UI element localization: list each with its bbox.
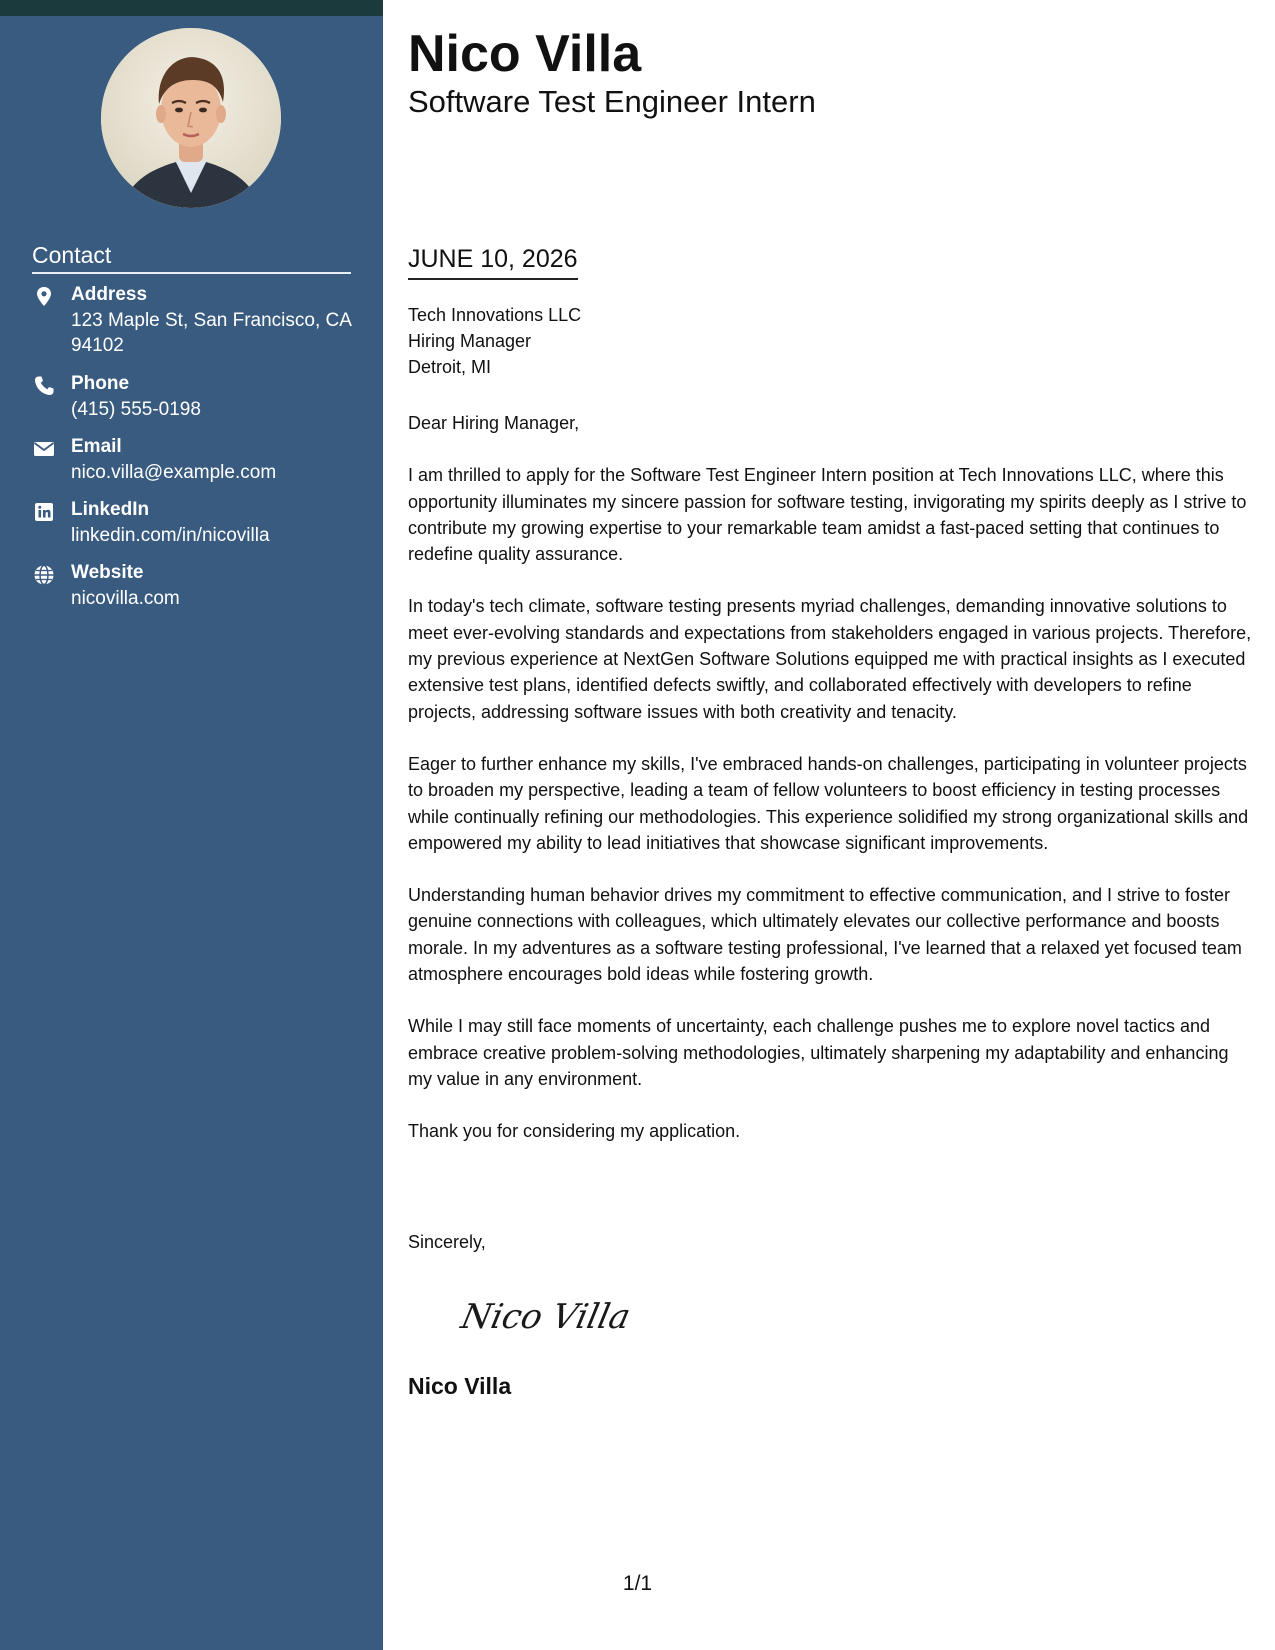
phone-icon: [32, 374, 56, 398]
contact-website-value: nicovilla.com: [71, 588, 180, 609]
recipient-block: [408, 302, 581, 380]
letter-paragraph: I am thrilled to apply for the Software Test Engineer Intern position at Tech Innovations LLC, where this opportunity illuminates my sincere passion for software testing, invigorating my spirits deeply as I strive to contribute my growing expertise to your remarkable team amidst a fast-paced setting that continues to redefine quality assurance.: [408, 465, 1247, 565]
signoff-name: Nico Villa: [408, 1373, 512, 1399]
job-title: Software Test Engineer Intern: [408, 84, 816, 119]
svg-text:Nico Villa: Nico Villa: [457, 1297, 634, 1337]
contact-linkedin-value: linkedin.com/in/nicovilla: [71, 525, 270, 546]
contact-phone-label: Phone: [71, 373, 130, 394]
contact-email-label: Email: [71, 436, 122, 457]
contact-heading: Contact: [32, 240, 351, 274]
applicant-name: Nico Villa: [408, 25, 642, 83]
letter-date: JUNE 10, 2026: [408, 241, 578, 280]
contact-phone-value: (415) 555-0198: [71, 399, 201, 420]
sidebar: [0, 0, 383, 1650]
recipient-location: Detroit, MI: [408, 357, 492, 377]
recipient-company: Tech Innovations LLC: [408, 305, 582, 325]
letter-body: [408, 410, 1253, 1171]
recipient-role: Hiring Manager: [408, 331, 532, 351]
letter-paragraph: Thank you for considering my application.: [408, 1121, 741, 1142]
profile-photo: [101, 28, 281, 208]
letter-paragraph: While I may still face moments of uncertainty, each challenge pushes me to explore novel tactics and embrace creative problem-solving methodologies, ultimately sharpening my adaptability and enhancing my value in any environment.: [408, 1016, 1229, 1089]
envelope-icon: [32, 437, 56, 461]
contact-website-label: Website: [71, 562, 144, 583]
letter-paragraph: Eager to further enhance my skills, I've embraced hands-on challenges, participating in volunteer projects to broaden my perspective, leading a team of fellow volunteers to boost efficiency in testing processes while continually refining our methodologies. This experience solidified my strong organizational skills and empowered my ability to lead initiatives that showcase significant improvements.: [408, 753, 1249, 853]
handwritten-signature: [456, 1288, 646, 1342]
contact-address-label: Address: [71, 284, 148, 305]
contact-address-value: 123 Maple St, San Francisco, CA 94102: [71, 310, 351, 356]
closing: Sincerely,: [408, 1232, 486, 1252]
page-number: 1/1: [622, 1572, 653, 1595]
letter-paragraph: In today's tech climate, software testing presents myriad challenges, demanding innovative solutions to meet ever-evolving standards and expectations from stakeholders engaged in various projects. Therefore, my previous experience at NextGen Software Solutions equipped me with practical insights as I executed extensive test plans, identified defects swiftly, and collaborated effectively with developers to refine projects, addressing software issues with both creativity and tenacity.: [408, 596, 1252, 722]
contact-email-value: nico.villa@example.com: [71, 462, 277, 483]
map-pin-icon: [32, 285, 56, 309]
salutation: Dear Hiring Manager,: [408, 413, 580, 433]
globe-icon: [32, 563, 56, 587]
linkedin-icon: [32, 500, 56, 524]
sidebar-top-bar: [0, 0, 383, 16]
letter-paragraph: Understanding human behavior drives my commitment to effective communication, and I strive to foster genuine connections with colleagues, which ultimately elevates our collective performance and boosts morale. In my adventures as a software testing professional, I've learned that a relaxed yet focused team atmosphere encourages bold ideas while fostering growth.: [408, 885, 1242, 985]
contact-linkedin-label: LinkedIn: [71, 499, 150, 520]
